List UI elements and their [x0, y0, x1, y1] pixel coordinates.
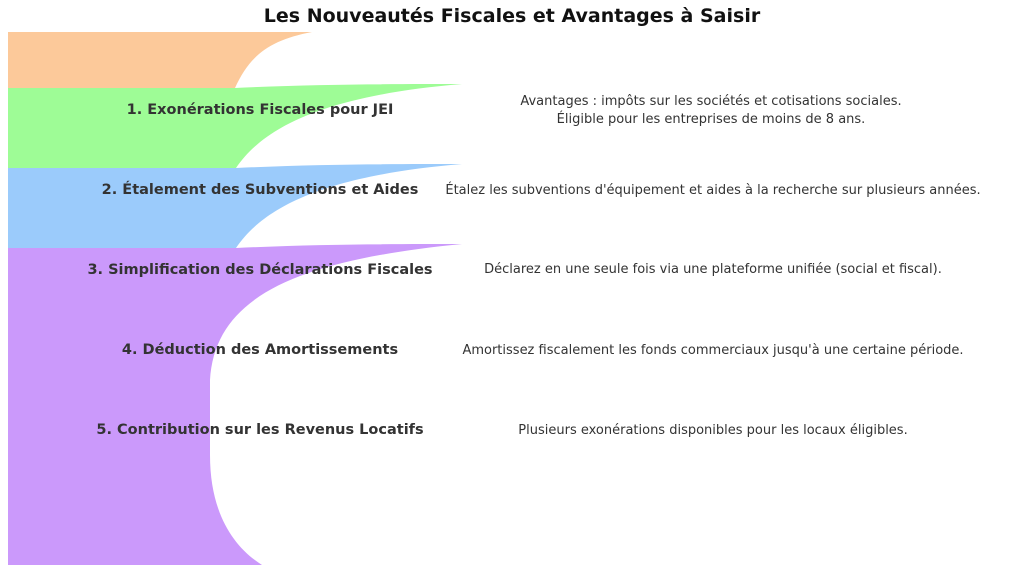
item-5-label: 5. Contribution sur les Revenus Locatifs	[96, 422, 424, 438]
item-2-description-line-1: Étalez les subventions d'équipement et aides à la recherche sur plusieurs années.	[445, 183, 981, 198]
item-5-description	[413, 422, 1013, 440]
item-3-description	[413, 261, 1013, 279]
item-4-label: 4. Déduction des Amortissements	[121, 342, 399, 358]
item-2-label: 2. Étalement des Subventions et Aides	[101, 182, 419, 198]
item-3-label: 3. Simplification des Déclarations Fiscales	[87, 262, 433, 278]
diagram-title: Les Nouveautés Fiscales et Avantages à Saisir	[263, 5, 761, 27]
item-2-description	[413, 182, 1013, 200]
item-1-label: 1. Exonérations Fiscales pour JEI	[126, 102, 394, 118]
item-4-description	[413, 342, 1013, 360]
item-4-description-line-1: Amortissez fiscalement les fonds commerciaux jusqu'à une certaine période.	[462, 343, 964, 358]
item-1-description	[411, 93, 1011, 129]
item-1-description-line-1: Avantages : impôts sur les sociétés et cotisations sociales.	[520, 94, 902, 109]
band-2-shape	[8, 164, 462, 248]
band-3-shape	[8, 244, 462, 565]
item-5-description-line-1: Plusieurs exonérations disponibles pour les locaux éligibles.	[518, 423, 908, 438]
band-top-shape	[8, 32, 312, 88]
item-1-description-line-2: Éligible pour les entreprises de moins de 8 ans.	[556, 112, 866, 127]
band-1-shape	[8, 84, 462, 168]
item-3-description-line-1: Déclarez en une seule fois via une plateforme unifiée (social et fiscal).	[484, 262, 942, 277]
